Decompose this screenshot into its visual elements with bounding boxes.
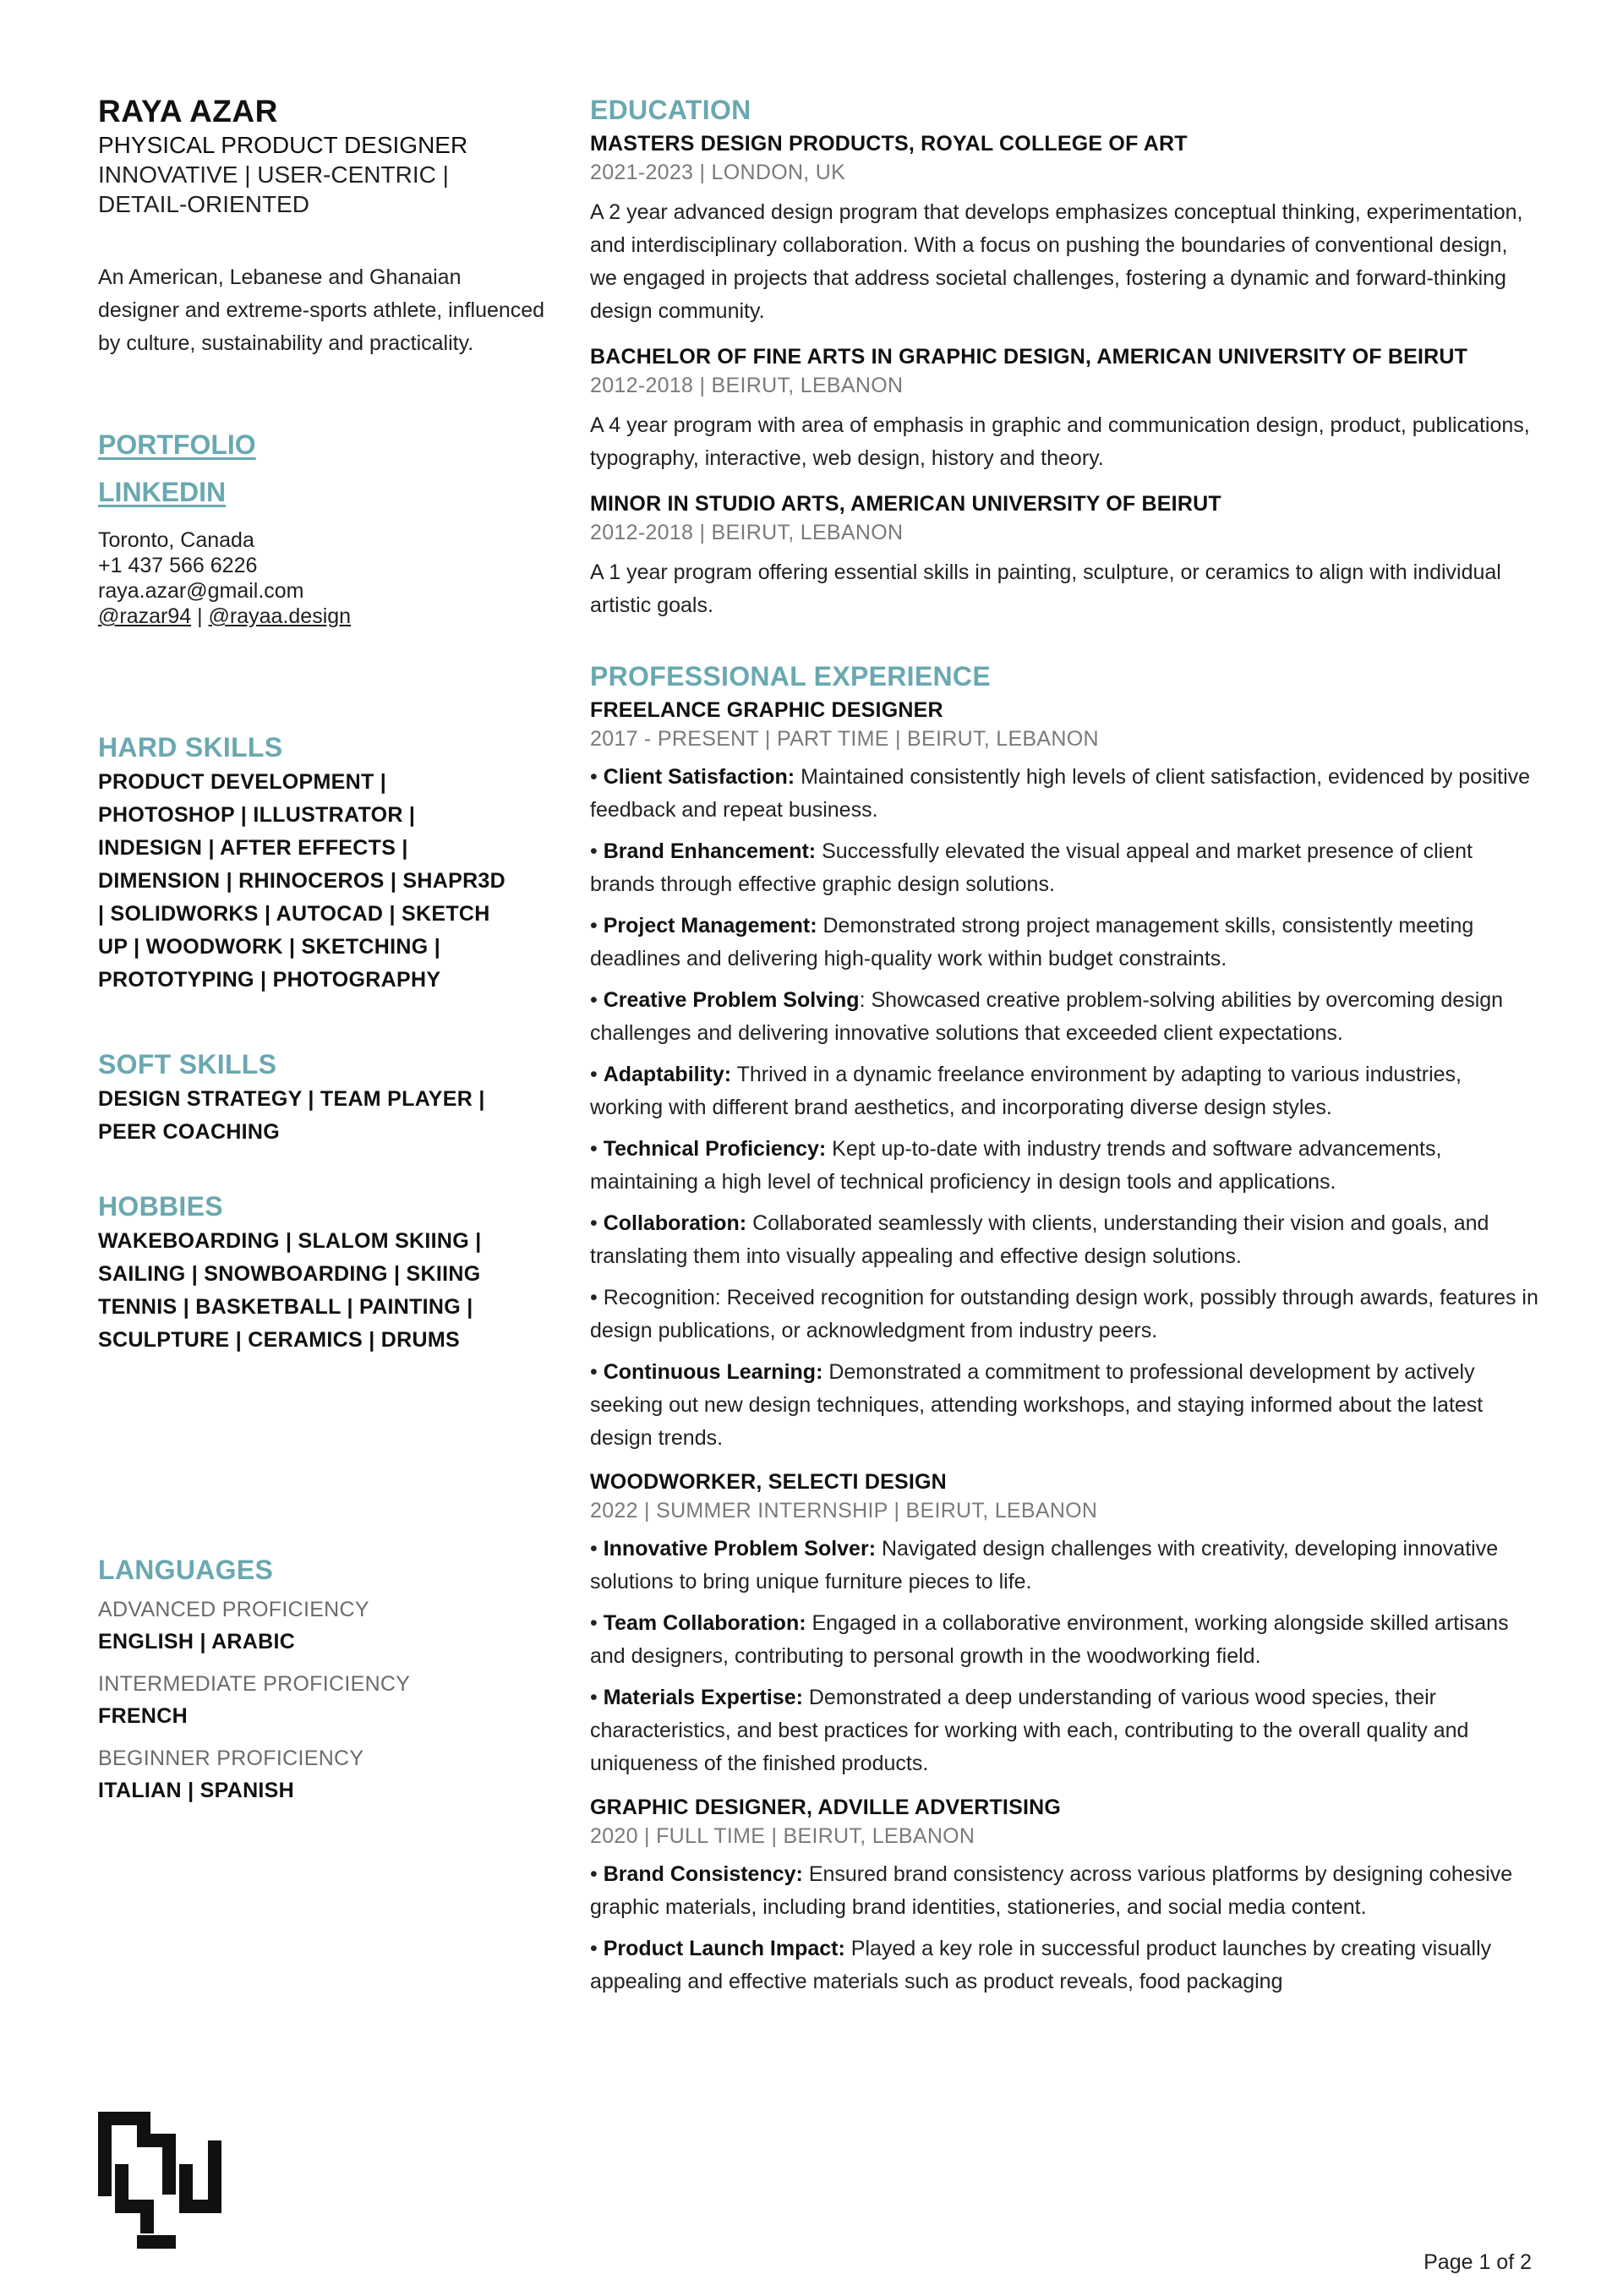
bullet-text: Recognition: Received recognition for outstanding design work, possibly through awards, features in design publications, or acknowledgment from industry peers.: [590, 1286, 1538, 1342]
job-bullet: • Project Management: Demonstrated strong project management skills, consistently meeting deadlines and delivering high-quality work within budget constraints.: [590, 914, 1474, 970]
hobbies-line: SCULPTURE | CERAMICS | DRUMS: [98, 1328, 460, 1352]
education-heading: EDUCATION: [590, 95, 751, 125]
bullet-label: Brand Enhancement:: [603, 839, 817, 863]
language-list: ITALIAN | SPANISH: [98, 1779, 295, 1802]
job-entry: [590, 697, 1538, 1455]
job-title: PHYSICAL PRODUCT DESIGNER: [98, 132, 468, 158]
bullet-label: Adaptability:: [603, 1063, 732, 1086]
main-content: [590, 93, 1538, 1998]
hard-skills-line: PRODUCT DEVELOPMENT |: [98, 770, 387, 794]
job-entry: [590, 1794, 1538, 1998]
job-bullet: • Adaptability: Thrived in a dynamic freelance environment by adapting to various industries, working with different brand aesthetics, and incorporating diverse design styles.: [590, 1063, 1462, 1119]
hard-skills-section: [98, 730, 546, 997]
bullet-text: Demonstrated a commitment to professional development by actively seeking out new design techniques, attending workshops, and staying informed about the latest design trends.: [590, 1360, 1484, 1450]
job-title: GRAPHIC DESIGNER, ADVILLE ADVERTISING: [590, 1796, 1061, 1819]
degree-description: A 2 year advanced design program that develops emphasizes conceptual thinking, experimentation, and interdisciplinary collaboration. With a focus on pushing the boundaries of conventional design, we engaged in projects that address societal challenges, fostering a dynamic and forward-thinking design community.: [590, 200, 1523, 323]
hard-skills-line: | SOLIDWORKS | AUTOCAD | SKETCH: [98, 902, 490, 926]
bullet-text: Demonstrated a deep understanding of various wood species, their characteristics, and best practices for working with each, contributing to the overall quality and uniqueness of the finished products.: [590, 1686, 1469, 1775]
education-entry: [590, 343, 1538, 475]
degree-meta: 2012-2018 | BEIRUT, LEBANON: [590, 374, 904, 397]
education-entry: [590, 130, 1538, 328]
job-bullet: • Recognition: Received recognition for outstanding design work, possibly through awards, features in design publications, or acknowledgment from industry peers.: [590, 1286, 1538, 1342]
hard-skills-line: UP | WOODWORK | SKETCHING |: [98, 935, 441, 959]
language-list: ENGLISH | ARABIC: [98, 1630, 296, 1654]
bullet-label: Client Satisfaction:: [603, 765, 795, 789]
monogram-logo-icon: [98, 2112, 235, 2249]
soft-skills-section: [98, 1047, 546, 1149]
education-entry: [590, 490, 1538, 622]
job-meta: 2020 | FULL TIME | BEIRUT, LEBANON: [590, 1824, 975, 1848]
experience-heading: PROFESSIONAL EXPERIENCE: [590, 661, 991, 692]
job-meta: 2022 | SUMMER INTERNSHIP | BEIRUT, LEBANON: [590, 1499, 1098, 1522]
candidate-name: RAYA AZAR: [98, 94, 278, 128]
degree-meta: 2021-2023 | LONDON, UK: [590, 161, 846, 184]
degree-title: MASTERS DESIGN PRODUCTS, ROYAL COLLEGE OF ART: [590, 132, 1188, 156]
hobbies-line: SAILING | SNOWBOARDING | SKIING: [98, 1262, 481, 1286]
bullet-text: Collaborated seamlessly with clients, understanding their vision and goals, and translating them into visually appealing and effective design solutions.: [590, 1211, 1489, 1268]
bullet-text: Maintained consistently high levels of client satisfaction, evidenced by positive feedback and repeat business.: [590, 765, 1531, 822]
bullet-label: Product Launch Impact:: [603, 1937, 845, 1960]
job-bullet: • Materials Expertise: Demonstrated a deep understanding of various wood species, their characteristics, and best practices for working with each, contributing to the overall quality and uniqueness of the finished products.: [590, 1686, 1469, 1775]
portfolio-link[interactable]: PORTFOLIO: [98, 429, 256, 460]
hobbies-section: [98, 1189, 546, 1357]
job-bullet: • Technical Proficiency: Kept up-to-date with industry trends and software advancements, maintaining a high level of technical proficiency in design tools and applications.: [590, 1137, 1442, 1194]
social-handle-2[interactable]: @rayaa.design: [208, 604, 352, 628]
bullet-label: Technical Proficiency:: [603, 1137, 827, 1161]
degree-description: A 4 year program with area of emphasis in graphic and communication design, product, publications, typography, interactive, web design, history and theory.: [590, 413, 1530, 470]
job-bullet: • Innovative Problem Solver: Navigated design challenges with creativity, developing innovative solutions to bring unique furniture pieces to life.: [590, 1537, 1499, 1594]
bullet-text: Kept up-to-date with industry trends and software advancements, maintaining a high level of technical proficiency in design tools and applications.: [590, 1137, 1442, 1194]
job-bullet: • Continuous Learning: Demonstrated a commitment to professional development by actively seeking out new design techniques, attending workshops, and staying informed about the latest design trends.: [590, 1360, 1484, 1450]
bio: An American, Lebanese and Ghanaian designer and extreme-sports athlete, influenced by culture, sustainability and practicality.: [98, 265, 545, 355]
job-bullet: • Collaboration: Collaborated seamlessly with clients, understanding their vision and goals, and translating them into visually appealing and effective design solutions.: [590, 1211, 1489, 1268]
job-bullet: • Creative Problem Solving: Showcased creative problem-solving abilities by overcoming design challenges and delivering innovative solutions that exceeded client expectations.: [590, 988, 1504, 1045]
degree-description: A 1 year program offering essential skills in painting, sculpture, or ceramics to align with individual artistic goals.: [590, 560, 1501, 617]
bullet-text: Engaged in a collaborative environment, working alongside skilled artisans and designers, contributing to personal growth in the woodworking field.: [590, 1611, 1509, 1668]
proficiency-level: ADVANCED PROFICIENCY: [98, 1598, 369, 1621]
proficiency-level: BEGINNER PROFICIENCY: [98, 1747, 364, 1770]
hard-skills-line: PHOTOSHOP | ILLUSTRATOR |: [98, 803, 416, 827]
hard-skills-line: INDESIGN | AFTER EFFECTS |: [98, 836, 408, 860]
contact-phone: +1 437 566 6226: [98, 554, 258, 577]
tagline-line-1: INNOVATIVE | USER-CENTRIC |: [98, 161, 449, 188]
bullet-text: Thrived in a dynamic freelance environment by adapting to various industries, working with different brand aesthetics, and incorporating diverse design styles.: [590, 1063, 1462, 1119]
hard-skills-line: PROTOTYPING | PHOTOGRAPHY: [98, 968, 441, 992]
bullet-text: : Showcased creative problem-solving abilities by overcoming design challenges and delivering innovative solutions that exceeded client expectations.: [590, 988, 1504, 1045]
social-separator: |: [191, 604, 209, 628]
bullet-label: Materials Expertise:: [603, 1686, 803, 1709]
job-bullet: • Brand Consistency: Ensured brand consistency across various platforms by designing cohesive graphic materials, including brand identities, stationeries, and social media content.: [590, 1862, 1513, 1919]
job-bullet: • Product Launch Impact: Played a key role in successful product launches by creating visually appealing and effective materials such as product reveals, food packaging: [590, 1937, 1492, 1993]
tagline-line-2: DETAIL-ORIENTED: [98, 191, 309, 217]
hobbies-heading: HOBBIES: [98, 1191, 223, 1222]
bullet-label: Innovative Problem Solver:: [603, 1537, 877, 1561]
linkedin-link[interactable]: LINKEDIN: [98, 477, 227, 507]
bullet-label: Team Collaboration:: [603, 1611, 806, 1635]
bullet-label: Collaboration:: [603, 1211, 747, 1235]
hobbies-line: WAKEBOARDING | SLALOM SKIING |: [98, 1229, 482, 1253]
bullet-text: Demonstrated strong project management skills, consistently meeting deadlines and delivering high-quality work within budget constraints.: [590, 914, 1474, 970]
contact-location: Toronto, Canada: [98, 528, 254, 552]
language-list: FRENCH: [98, 1704, 188, 1728]
degree-title: MINOR IN STUDIO ARTS, AMERICAN UNIVERSITY OF BEIRUT: [590, 492, 1221, 516]
proficiency-level: INTERMEDIATE PROFICIENCY: [98, 1672, 411, 1696]
job-title: WOODWORKER, SELECTI DESIGN: [590, 1470, 947, 1494]
bullet-text: Played a key role in successful product launches by creating visually appealing and effective materials such as product reveals, food packaging: [590, 1937, 1492, 1993]
soft-skills-heading: SOFT SKILLS: [98, 1049, 277, 1080]
job-bullet: • Client Satisfaction: Maintained consistently high levels of client satisfaction, evidenced by positive feedback and repeat business.: [590, 765, 1531, 822]
degree-meta: 2012-2018 | BEIRUT, LEBANON: [590, 521, 904, 544]
job-bullet: • Team Collaboration: Engaged in a collaborative environment, working alongside skilled artisans and designers, contributing to personal growth in the woodworking field.: [590, 1611, 1509, 1668]
bullet-label: Creative Problem Solving: [603, 988, 860, 1012]
soft-skills-line: PEER COACHING: [98, 1120, 281, 1144]
social-handle-1[interactable]: @razar94: [98, 604, 192, 628]
languages-section: [98, 1553, 546, 1803]
bullet-text: Navigated design challenges with creativity, developing innovative solutions to bring unique furniture pieces to life.: [590, 1537, 1499, 1594]
job-entry: [590, 1468, 1538, 1780]
hard-skills-line: DIMENSION | RHINOCEROS | SHAPR3D: [98, 869, 505, 893]
contact-email[interactable]: raya.azar@gmail.com: [98, 579, 304, 603]
languages-heading: LANGUAGES: [98, 1555, 274, 1585]
hobbies-line: TENNIS | BASKETBALL | PAINTING |: [98, 1295, 473, 1319]
bullet-text: Ensured brand consistency across various platforms by designing cohesive graphic materials, including brand identities, stationeries, and social media content.: [590, 1862, 1513, 1919]
job-title: FREELANCE GRAPHIC DESIGNER: [590, 698, 943, 722]
bullet-label: Project Management:: [603, 914, 817, 938]
bullet-text: Successfully elevated the visual appeal and market presence of client brands through effective graphic design solutions.: [590, 839, 1473, 896]
job-bullet: • Brand Enhancement: Successfully elevated the visual appeal and market presence of client brands through effective graphic design solutions.: [590, 839, 1473, 896]
contact-social: [98, 604, 546, 629]
page-number: Page 1 of 2: [1424, 2250, 1532, 2274]
hard-skills-heading: HARD SKILLS: [98, 732, 283, 763]
bullet-label: Brand Consistency:: [603, 1862, 803, 1886]
contact-block: [98, 528, 546, 629]
degree-title: BACHELOR OF FINE ARTS IN GRAPHIC DESIGN, AMERICAN UNIVERSITY OF BEIRUT: [590, 345, 1468, 369]
sidebar: [98, 93, 546, 1803]
soft-skills-line: DESIGN STRATEGY | TEAM PLAYER |: [98, 1087, 485, 1111]
job-meta: 2017 - PRESENT | PART TIME | BEIRUT, LEBANON: [590, 727, 1099, 751]
bullet-label: Continuous Learning:: [603, 1360, 823, 1384]
